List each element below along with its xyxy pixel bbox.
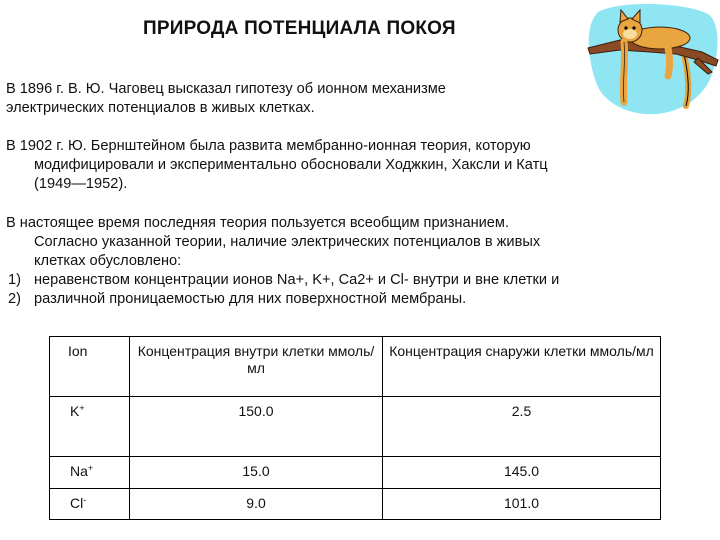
ion-cell [50, 457, 130, 489]
list-item [6, 271, 666, 290]
text-line: модифицировали и экспериментально обосновали Ходжкин, Хаксли и Катц [34, 157, 548, 173]
table-row [50, 457, 661, 489]
ion-concentration-table [49, 336, 661, 520]
column-header: Концентрация внутри клетки ммоль/мл [130, 337, 383, 397]
list-text: неравенством концентрации ионов Na+, K+, Ca2+ и Cl- внутри и вне клетки и [34, 272, 560, 288]
table-row [50, 489, 661, 520]
paragraph-theory [6, 214, 666, 309]
ion-cell [50, 489, 130, 520]
table-header-row [50, 337, 661, 397]
ion-symbol: Na [70, 463, 88, 479]
inside-value: 150.0 [130, 397, 383, 457]
ion-cell [50, 397, 130, 457]
column-header: Концентрация снаружи клетки ммоль/мл [383, 337, 661, 397]
text-line: Согласно указанной теории, наличие электрических потенциалов в живых [34, 234, 541, 250]
list-number: 2) [8, 291, 21, 307]
text-line: В 1896 г. В. Ю. Чаговец высказал гипотезу об ионном механизме [6, 81, 446, 97]
outside-value: 145.0 [383, 457, 661, 489]
list-number: 1) [8, 272, 21, 288]
ion-symbol: Cl [70, 495, 84, 511]
outside-value: 101.0 [383, 489, 661, 520]
paragraph-bernstein [6, 137, 666, 194]
paragraph-chagovets [6, 80, 666, 118]
text-line: (1949—1952). [34, 176, 128, 192]
list-item [6, 290, 666, 309]
ion-charge: - [83, 495, 87, 505]
ion-symbol: K [70, 403, 80, 419]
inside-value: 9.0 [130, 489, 383, 520]
outside-value: 2.5 [383, 397, 661, 457]
ion-charge: + [87, 463, 94, 473]
column-header: Ion [50, 337, 130, 397]
text-line: клетках обусловлено: [34, 253, 182, 269]
text-line: В настоящее время последняя теория пользуется всеобщим признанием. [6, 215, 510, 231]
inside-value: 15.0 [130, 457, 383, 489]
ion-charge: + [79, 403, 85, 413]
list-text: различной проницаемостью для них поверхностной мембраны. [34, 291, 467, 307]
page-title: ПРИРОДА ПОТЕНЦИАЛА ПОКОЯ [143, 18, 456, 39]
text-line: В 1902 г. Ю. Бернштейном была развита мембранно-ионная теория, которую [6, 138, 531, 154]
text-line: электрических потенциалов в живых клетках. [6, 100, 315, 116]
table-row [50, 397, 661, 457]
